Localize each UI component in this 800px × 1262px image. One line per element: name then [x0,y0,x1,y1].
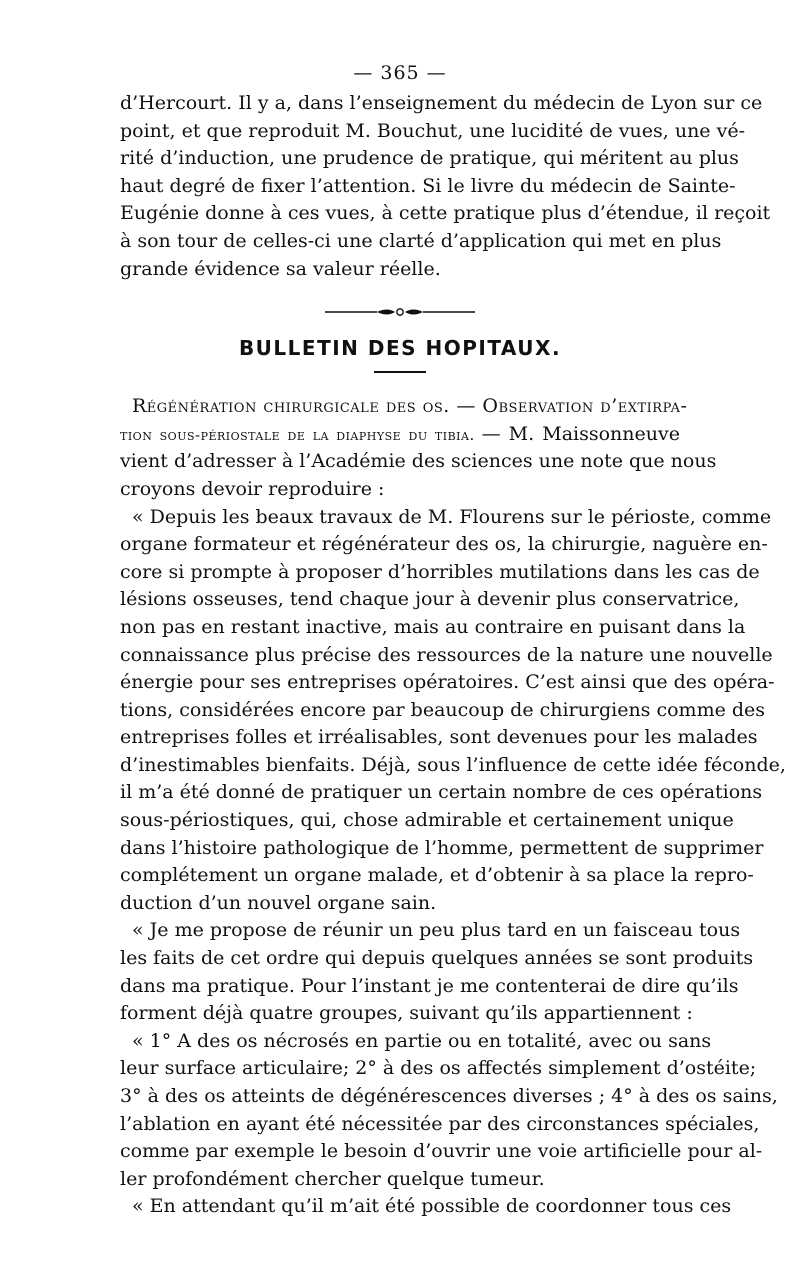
subtitle-line [120,421,680,449]
text-line: les faits de cet ordre qui depuis quelques années se sont produits [120,947,754,970]
text-line: grande évidence sa valeur réelle. [120,257,441,280]
page-number: — 365 — [353,62,447,84]
text-line: duction d’un nouvel organe sain. [120,891,437,914]
text-line: comme par exemple le besoin d’ouvrir une voie artificielle pour al- [120,1140,763,1163]
text-line: haut degré de fixer l’attention. Si le livre du médecin de Sainte- [120,174,736,197]
text-line: « 1° A des os nécrosés en partie ou en totalité, avec ou sans [132,1029,712,1052]
text-line: organe formateur et régénérateur des os, la chirurgie, naguère en- [120,533,768,556]
text-line: à son tour de celles-ci une clarté d’application qui met en plus [120,229,722,252]
text-line: croyons devoir reproduire : [120,477,385,500]
article-body [120,393,786,1221]
text-line: l’ablation en ayant été nécessitée par des circonstances spéciales, [120,1112,760,1135]
text-line: lésions osseuses, tend chaque jour à devenir plus conservatrice, [120,588,740,611]
text-line: « Je me propose de réunir un peu plus tard en un faisceau tous [132,919,741,942]
text-line: complétement un organe malade, et d’obtenir à sa place la repro- [120,864,754,887]
subtitle-text: tion sous-périostale de la diaphyse du tibia. [120,425,475,444]
heading-rule [374,371,426,373]
text-line: tions, considérées encore par beaucoup de chirurgiens comme des [120,698,766,721]
text-line: dans l’histoire pathologique de l’homme, permettent de supprimer [120,836,764,859]
text-line: entreprises folles et irréalisables, sont devenues pour les malades [120,726,758,749]
text-line: il m’a été donné de pratiquer un certain nombre de ces opérations [120,781,763,804]
text-line: forment déjà quatre groupes, suivant qu’ils appartiennent : [120,1002,693,1025]
subtitle-text: Régénération chirurgicale des os. — Observation d’extirpa- [132,395,688,418]
text-line: connaissance plus précise des ressources de la nature une nouvelle [120,643,773,666]
text-line: sous-périostiques, qui, chose admirable et certainement unique [120,809,734,832]
section-heading: BULLETIN DES HOPITAUX. [238,336,562,361]
subtitle-author: — M. Maissonneuve [481,422,680,445]
book-page [120,62,786,1221]
text-line: « Depuis les beaux travaux de M. Flourens sur le périoste, comme [132,505,772,528]
text-line: d’inestimables bienfaits. Déjà, sous l’influence de cette idée féconde, [120,753,786,776]
text-line: d’Hercourt. Il y a, dans l’enseignement du médecin de Lyon sur ce [120,92,763,114]
intro-paragraph [120,90,771,283]
ornamental-divider-icon [325,305,475,319]
text-line: « En attendant qu’il m’ait été possible de coordonner tous ces [132,1195,732,1218]
text-line: vient d’adresser à l’Académie des sciences une note que nous [120,450,717,473]
text-line: dans ma pratique. Pour l’instant je me contenterai de dire qu’ils [120,974,739,997]
text-line: leur surface articulaire; 2° à des os affectés simplement d’ostéite; [120,1057,757,1080]
text-line: 3° à des os atteints de dégénérescences diverses ; 4° à des os sains, [120,1085,778,1107]
text-line: Eugénie donne à ces vues, à cette pratique plus d’étendue, il reçoit [120,202,771,225]
subtitle-line [120,393,688,421]
text-line: core si prompte à proposer d’horribles mutilations dans les cas de [120,560,760,583]
text-line: énergie pour ses entreprises opératoires. C’est ainsi que des opéra- [120,671,775,694]
text-line: point, et que reproduit M. Bouchut, une lucidité de vues, une vé- [120,119,745,142]
text-line: rité d’induction, une prudence de pratique, qui méritent au plus [120,147,739,170]
text-line: non pas en restant inactive, mais au contraire en puisant dans la [120,615,746,638]
text-line: ler profondément chercher quelque tumeur. [120,1167,545,1190]
